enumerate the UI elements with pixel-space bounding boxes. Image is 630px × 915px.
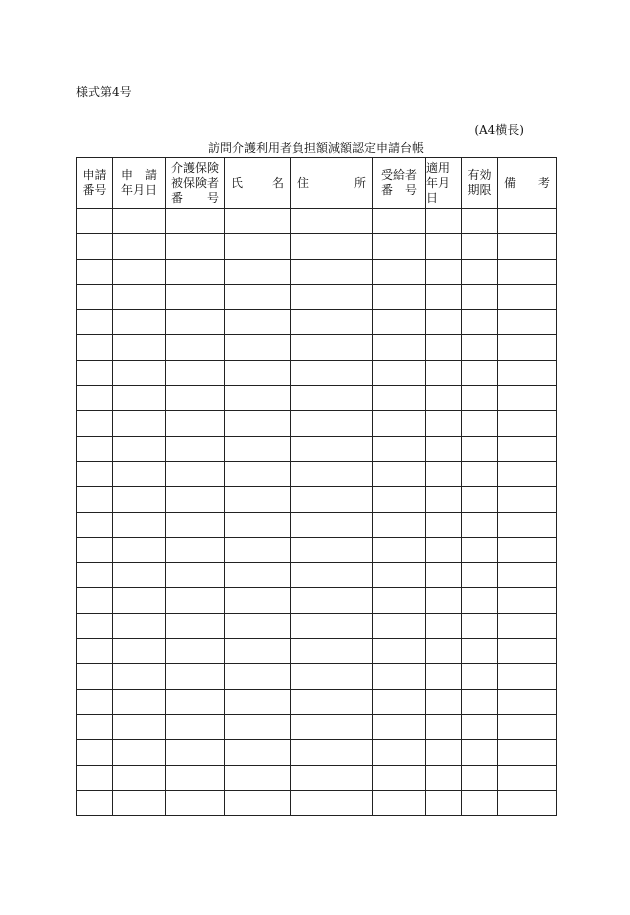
header-text-part: 所 [353,175,366,190]
table-row [77,563,557,588]
paper-size-note: (A4横長) [474,123,524,137]
table-cell [225,613,291,638]
table-cell [462,209,498,234]
table-row [77,689,557,714]
table-cell [77,259,113,284]
col-header-address [291,158,373,209]
table-cell [113,335,166,360]
table-row [77,310,557,335]
table-cell [225,563,291,588]
table-cell [225,234,291,259]
table-row [77,714,557,739]
header-text-line: 期限 [467,183,492,197]
table-cell [426,512,462,537]
table-cell [373,487,426,512]
table-cell [426,487,462,512]
table-cell [462,310,498,335]
table-cell [462,360,498,385]
table-cell [426,537,462,562]
table-row [77,487,557,512]
header-text-line: 申請 [82,168,107,182]
table-cell [373,714,426,739]
table-cell [462,259,498,284]
document-title: 訪問介護利用者負担額減額認定申請台帳 [207,141,424,155]
table-cell [291,487,373,512]
table-cell [77,335,113,360]
table-row [77,259,557,284]
table-cell [373,284,426,309]
table-cell [498,613,557,638]
table-cell [113,689,166,714]
table-cell [166,512,225,537]
table-cell [225,689,291,714]
table-row [77,461,557,486]
table-cell [291,613,373,638]
table-cell [373,209,426,234]
table-cell [462,790,498,815]
header-text-part: 考 [537,175,550,190]
table-cell [77,689,113,714]
table-cell [77,234,113,259]
table-cell [113,563,166,588]
table-cell [498,436,557,461]
table-cell [291,234,373,259]
col-header-expiry-date [462,158,498,209]
table-cell [498,740,557,765]
table-cell [373,537,426,562]
table-cell [77,664,113,689]
table-cell [462,386,498,411]
col-header-name [225,158,291,209]
header-text-part: 住 [297,175,310,190]
table-row [77,436,557,461]
table-cell [498,335,557,360]
table-cell [426,461,462,486]
table-cell [426,613,462,638]
table-cell [77,563,113,588]
table-cell [498,714,557,739]
col-header-remarks [498,158,557,209]
table-cell [77,613,113,638]
table-cell [426,209,462,234]
table-row [77,765,557,790]
table-cell [166,461,225,486]
table-cell [462,335,498,360]
table-row [77,386,557,411]
header-text-part: 名 [271,175,284,190]
ledger-body [77,209,557,816]
table-cell [225,790,291,815]
table-cell [225,639,291,664]
table-cell [77,310,113,335]
table-cell [373,234,426,259]
table-cell [426,386,462,411]
table-cell [426,765,462,790]
col-header-recipient-number [373,158,426,209]
table-cell [498,537,557,562]
table-cell [498,310,557,335]
table-cell [462,588,498,613]
header-text-line: 介護保険 [170,160,219,175]
table-row [77,537,557,562]
table-cell [225,209,291,234]
table-cell [291,461,373,486]
table-cell [373,765,426,790]
table-row [77,512,557,537]
table-cell [373,310,426,335]
table-row [77,335,557,360]
table-cell [225,259,291,284]
table-cell [77,588,113,613]
table-cell [462,689,498,714]
table-cell [291,284,373,309]
table-cell [166,284,225,309]
header-text-line: 被保険者 [170,175,219,190]
table-cell [113,234,166,259]
table-cell [462,740,498,765]
table-cell [225,436,291,461]
table-cell [373,411,426,436]
table-cell [291,360,373,385]
table-cell [225,360,291,385]
table-cell [498,664,557,689]
header-text-line: 番号 [82,183,107,197]
table-cell [291,512,373,537]
table-cell [77,512,113,537]
table-cell [291,335,373,360]
table-cell [462,714,498,739]
table-row [77,234,557,259]
table-cell [113,613,166,638]
header-text-line: 年月 [426,175,451,190]
table-cell [225,588,291,613]
table-cell [113,386,166,411]
table-cell [426,664,462,689]
table-cell [498,259,557,284]
table-cell [373,740,426,765]
table-cell [225,765,291,790]
table-cell [462,563,498,588]
table-cell [225,664,291,689]
table-cell [426,284,462,309]
table-cell [291,563,373,588]
header-text-line: 受給者 [380,168,417,182]
table-cell [113,461,166,486]
table-cell [225,512,291,537]
table-cell [498,790,557,815]
table-cell [498,461,557,486]
table-row [77,790,557,815]
form-number-label: 様式第4号 [76,85,132,99]
table-row [77,639,557,664]
table-cell [166,563,225,588]
table-cell [291,411,373,436]
table-cell [291,689,373,714]
table-cell [113,487,166,512]
table-cell [291,790,373,815]
table-cell [291,664,373,689]
table-cell [373,790,426,815]
table-cell [166,310,225,335]
col-header-application-date [113,158,166,209]
header-text-line: 年月日 [120,183,157,197]
table-cell [426,234,462,259]
table-cell [291,765,373,790]
table-cell [373,259,426,284]
header-text-part: 氏 [231,175,244,190]
table-cell [373,664,426,689]
header-text-line: 申 請 [120,168,157,182]
table-row [77,360,557,385]
table-cell [166,689,225,714]
table-cell [166,613,225,638]
header-row [77,158,557,209]
table-cell [373,512,426,537]
table-row [77,664,557,689]
table-cell [77,765,113,790]
table-cell [426,740,462,765]
table-row [77,740,557,765]
table-cell [291,639,373,664]
table-cell [373,386,426,411]
table-cell [225,537,291,562]
table-cell [373,689,426,714]
table-cell [225,386,291,411]
col-header-applicable-date [426,158,462,209]
header-text-line: 有効 [467,168,492,182]
table-cell [498,284,557,309]
table-cell [462,537,498,562]
table-cell [462,411,498,436]
table-cell [77,714,113,739]
table-cell [113,639,166,664]
table-cell [462,461,498,486]
table-cell [498,765,557,790]
table-cell [166,639,225,664]
header-text [225,176,290,191]
table-cell [166,234,225,259]
table-cell [462,284,498,309]
table-cell [77,436,113,461]
table-cell [77,360,113,385]
table-cell [426,714,462,739]
table-cell [166,740,225,765]
table-cell [113,259,166,284]
table-cell [113,284,166,309]
table-cell [113,512,166,537]
table-cell [498,588,557,613]
table-row [77,613,557,638]
table-cell [166,765,225,790]
header-text [291,176,372,191]
table-cell [426,790,462,815]
table-cell [77,461,113,486]
header-text-line: 適用 [426,160,451,175]
table-cell [77,487,113,512]
table-cell [166,259,225,284]
table-cell [166,335,225,360]
table-cell [462,613,498,638]
table-cell [373,436,426,461]
table-cell [225,740,291,765]
header-text-part: 備 [504,175,517,190]
table-cell [77,639,113,664]
table-cell [373,639,426,664]
header-text-line: 日 [426,190,439,205]
table-cell [166,386,225,411]
table-cell [77,411,113,436]
table-cell [225,487,291,512]
table-cell [291,209,373,234]
table-cell [77,386,113,411]
table-cell [166,360,225,385]
table-cell [498,639,557,664]
table-cell [113,714,166,739]
table-cell [225,310,291,335]
table-cell [113,537,166,562]
col-header-insured-number [166,158,225,209]
table-cell [113,765,166,790]
table-cell [426,563,462,588]
table-cell [373,588,426,613]
header-text-line: 番 号 [170,190,219,205]
table-cell [426,588,462,613]
table-cell [113,209,166,234]
table-cell [426,310,462,335]
table-cell [77,790,113,815]
table-cell [373,563,426,588]
table-cell [166,537,225,562]
table-cell [426,689,462,714]
table-cell [291,740,373,765]
table-cell [166,209,225,234]
table-cell [225,461,291,486]
table-cell [166,588,225,613]
table-cell [225,335,291,360]
table-cell [113,436,166,461]
table-cell [426,411,462,436]
table-row [77,209,557,234]
table-cell [426,639,462,664]
table-cell [225,284,291,309]
table-cell [426,360,462,385]
table-cell [426,335,462,360]
table-cell [113,664,166,689]
table-cell [291,310,373,335]
table-cell [77,537,113,562]
table-cell [498,411,557,436]
table-row [77,411,557,436]
table-cell [498,234,557,259]
table-cell [462,664,498,689]
header-text [498,176,556,191]
table-cell [373,335,426,360]
table-cell [166,790,225,815]
table-cell [291,436,373,461]
table-cell [113,310,166,335]
table-cell [113,360,166,385]
table-cell [291,259,373,284]
table-cell [426,436,462,461]
table-cell [498,563,557,588]
table-cell [498,360,557,385]
table-cell [166,664,225,689]
table-cell [498,386,557,411]
application-ledger-table [76,157,557,816]
table-cell [113,740,166,765]
table-row [77,588,557,613]
table-cell [462,765,498,790]
table-cell [166,714,225,739]
col-header-application-number [77,158,113,209]
table-cell [166,487,225,512]
table-cell [77,284,113,309]
table-cell [462,487,498,512]
table-cell [462,234,498,259]
table-cell [291,537,373,562]
table-cell [291,588,373,613]
table-cell [291,714,373,739]
table-cell [498,512,557,537]
table-cell [113,790,166,815]
table-cell [225,411,291,436]
table-cell [373,613,426,638]
table-cell [225,714,291,739]
table-cell [113,588,166,613]
table-cell [166,411,225,436]
table-cell [77,209,113,234]
table-cell [462,436,498,461]
table-row [77,284,557,309]
header-text-line: 番 号 [380,183,417,197]
table-cell [77,740,113,765]
table-cell [373,461,426,486]
table-cell [462,512,498,537]
table-cell [291,386,373,411]
table-cell [462,639,498,664]
table-cell [113,411,166,436]
table-cell [426,259,462,284]
table-cell [166,436,225,461]
table-cell [498,209,557,234]
table-cell [498,689,557,714]
table-cell [498,487,557,512]
table-cell [373,360,426,385]
